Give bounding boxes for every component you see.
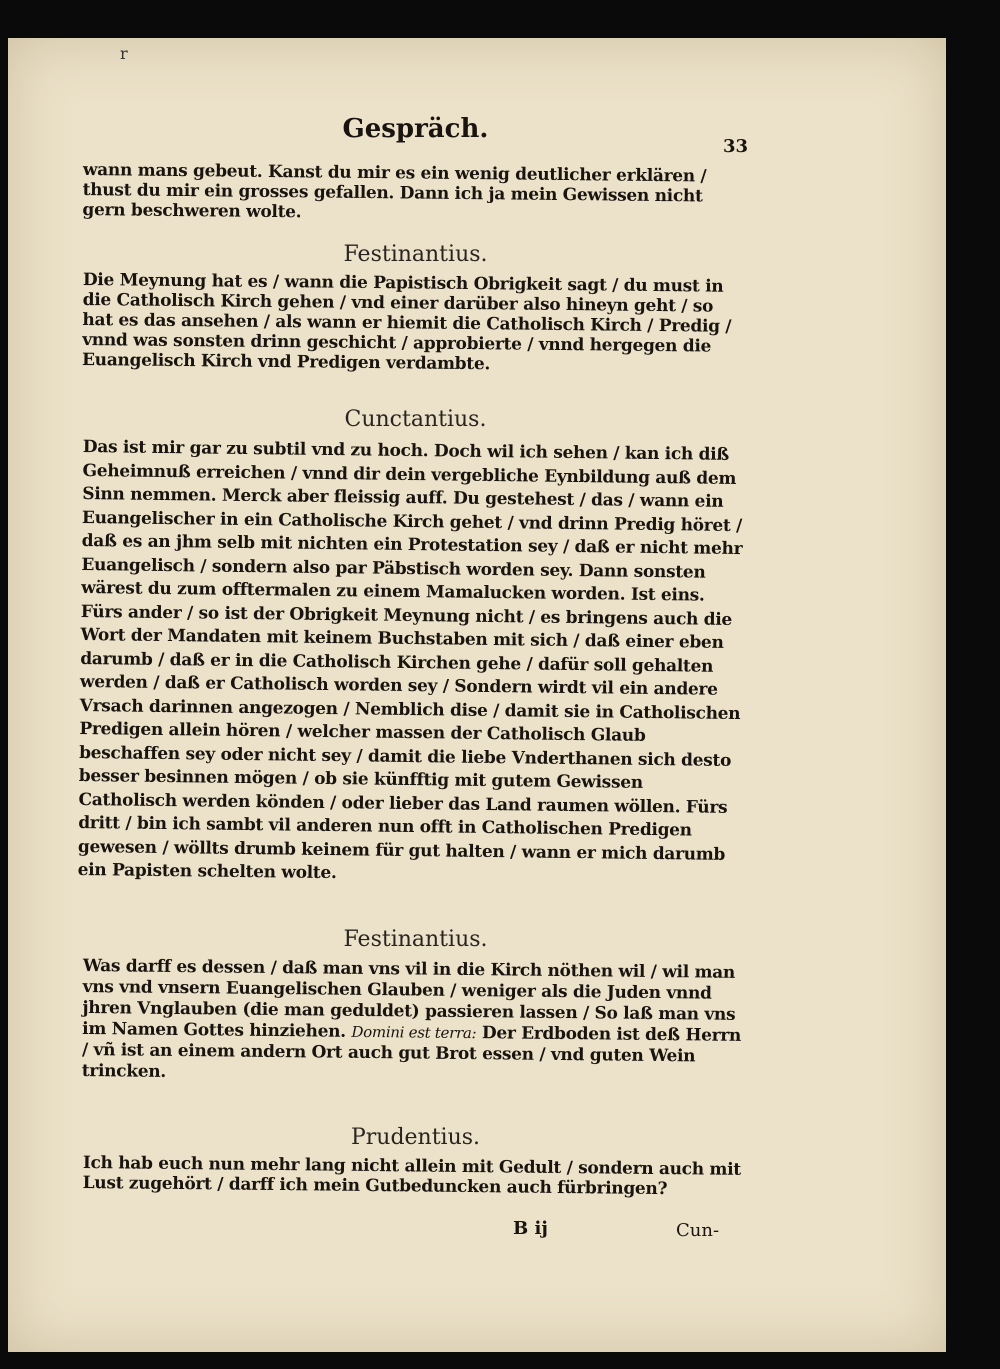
speaker-heading-cunctantius: Cunctantius.: [344, 407, 487, 432]
paragraph-3: [78, 436, 748, 891]
tick-mark: r: [120, 44, 128, 63]
running-head: Gespräch.: [342, 114, 489, 144]
catchword: Cun-: [676, 1220, 720, 1241]
paragraph-2: [82, 270, 748, 377]
paragraph-5: [83, 1153, 748, 1200]
paragraph-text: Das ist mir gar zu subtil vnd zu hoch. Doch wil ich sehen / kan ich diß Geheimnuß erreichen / vnnd dir dein vergebliche Eynbildung auß dem Sinn nemmen. Merck aber fleissig auff. Du gestehest / das / wann ein Euangelischer in ein Catholische Kirch gehet / vnd drinn Predig höret / daß es an jhm selb mit nichten ein Protestation sey / daß er nicht mehr Euangelisch / sondern also par Päbstisch worden sey. Dann sonsten wärest du zum offtermalen zu einem Mamalucken worden. Ist eins. Fürs ander / so ist der Obrigkeit Meynung nicht / es bringens auch die Wort der Mandaten mit keinem Buchstaben mit sich / daß einer eben darumb / daß er in die Catholisch Kirchen gehe / dafür soll gehalten werden / daß er Catholisch worden sey / Sondern wirdt vil ein andere Vrsach darinnen angezogen / Nemblich dise / damit sie in Catholischen Predigen allein hören / welcher massen der Catholisch Glaub beschaffen sey oder nicht sey / damit die liebe Vnderthanen sich desto besser besinnen mögen / ob sie künfftig mit gutem Gewissen Catholisch werden könden / oder lieber das Land raumen wöllen. Fürs dritt / bin ich sambt vil anderen nun offt in Catholischen Predigen gewesen / wöllts drumb keinem für gut halten / wann er mich darumb ein Papisten schelten wolte.: [77, 436, 743, 884]
speaker-heading-festinantius-1: Festinantius.: [343, 242, 488, 267]
paragraph-text: Ich hab euch nun mehr lang nicht allein mit Gedult / sondern auch mit Lust zugehört / darff ich mein Gutbeduncken auch fürbringen?: [82, 1153, 741, 1200]
signature-mark: B ij: [513, 1218, 548, 1239]
page-number: 33: [723, 136, 749, 157]
paragraph-text-continued: Der Erdboden ist deß Herrn / vñ ist an einem andern Ort auch gut Brot essen / vnd guten Wein trincken.: [81, 1023, 742, 1082]
paragraph-text: Die Meynung hat es / wann die Papistisch Obrigkeit sagt / du must in die Catholisch Kirch gehen / vnd einer darüber also hineyn geht / so hat es das ansehen / als wann er hiemit die Catholisch Kirch / Predig / vnnd was sonsten drinn geschicht / approbierte / vnnd hergegen die Euangelisch Kirch vnd Predigen verdambte.: [81, 270, 732, 375]
speaker-heading-prudentius: Prudentius.: [350, 1125, 481, 1150]
book-page: [8, 38, 946, 1352]
paragraph-text: wann mans gebeut. Kanst du mir es ein wenig deutlicher erklären / thust du mir ein grosses gefallen. Dann ich ja mein Gewissen nicht gern beschweren wolte.: [82, 160, 707, 223]
paragraph-text: Was darff es dessen / daß man vns vil in die Kirch nöthen wil / wil man vns vnd vnsern Euangelischen Glauben / weniger als die Juden vnnd jhren Vnglauben (die man geduldet) passieren lassen / So laß man vns im Namen Gottes hinziehen.: [82, 956, 736, 1042]
paragraph-4: [82, 956, 748, 1089]
paragraph-1: [82, 160, 748, 227]
latin-quote: Domini est terra:: [351, 1022, 477, 1043]
speaker-heading-festinantius-2: Festinantius.: [343, 927, 488, 952]
